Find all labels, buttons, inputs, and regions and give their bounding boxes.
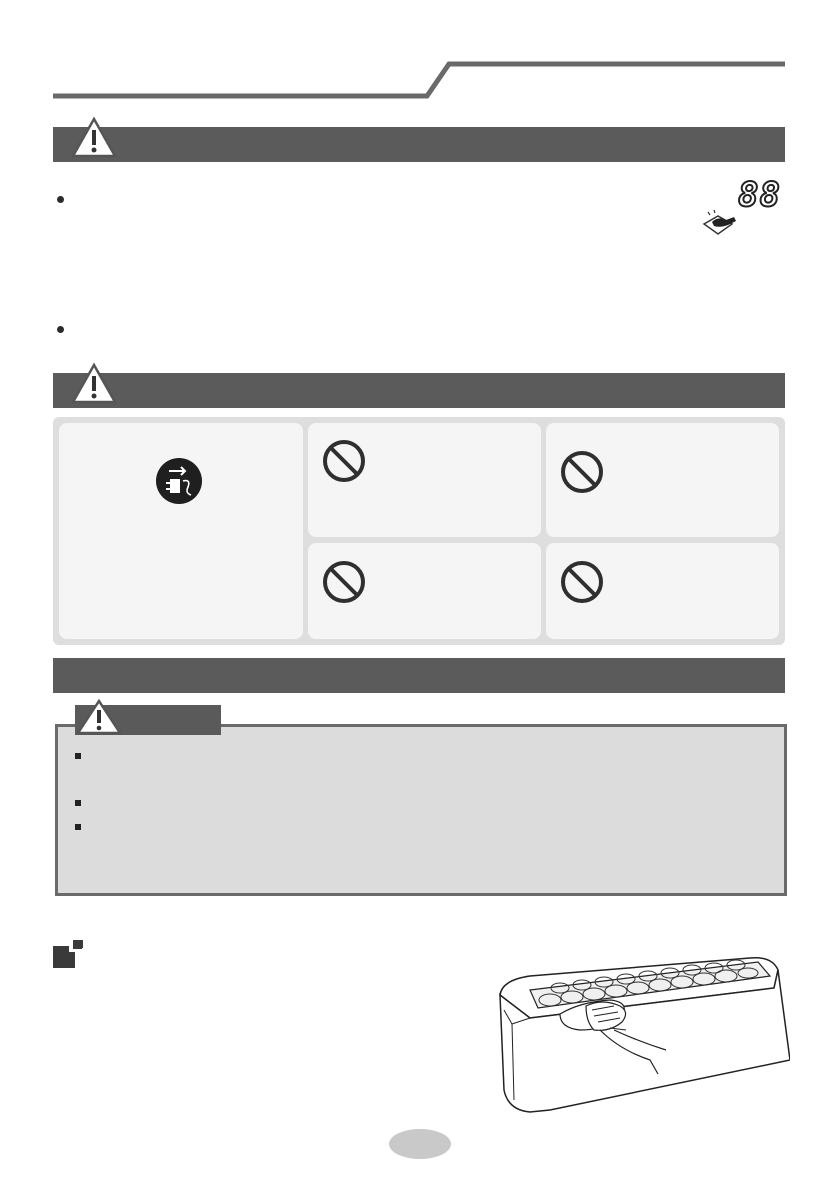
page-number-oval <box>389 1129 451 1159</box>
digital-display-icon <box>738 175 781 215</box>
warning-triangle-icon <box>71 116 117 158</box>
warning-triangle-icon <box>76 699 122 735</box>
prohibited-icon <box>561 451 603 493</box>
square-marker-icon <box>53 940 83 970</box>
display-digits: 88 <box>738 175 781 215</box>
warning-bar-2 <box>53 373 785 408</box>
section-bar-3 <box>53 658 785 693</box>
caution-box <box>55 724 787 896</box>
warning-triangle-icon <box>71 362 117 404</box>
bullet <box>57 326 64 333</box>
hand-on-filter-icon <box>700 208 740 238</box>
header-rule <box>0 0 839 110</box>
bullet <box>75 753 81 759</box>
air-conditioner-cleaning-illustration <box>490 950 790 1120</box>
warning-bar-1 <box>53 127 785 162</box>
unplug-cell <box>59 423 303 639</box>
prohibited-icon <box>323 561 365 603</box>
bullet <box>75 800 81 806</box>
bullet <box>57 196 64 203</box>
unplug-icon <box>155 457 203 505</box>
warning-panel <box>53 417 785 645</box>
prohibited-icon <box>323 440 365 482</box>
bullet <box>75 824 81 830</box>
prohibited-icon <box>561 561 603 603</box>
